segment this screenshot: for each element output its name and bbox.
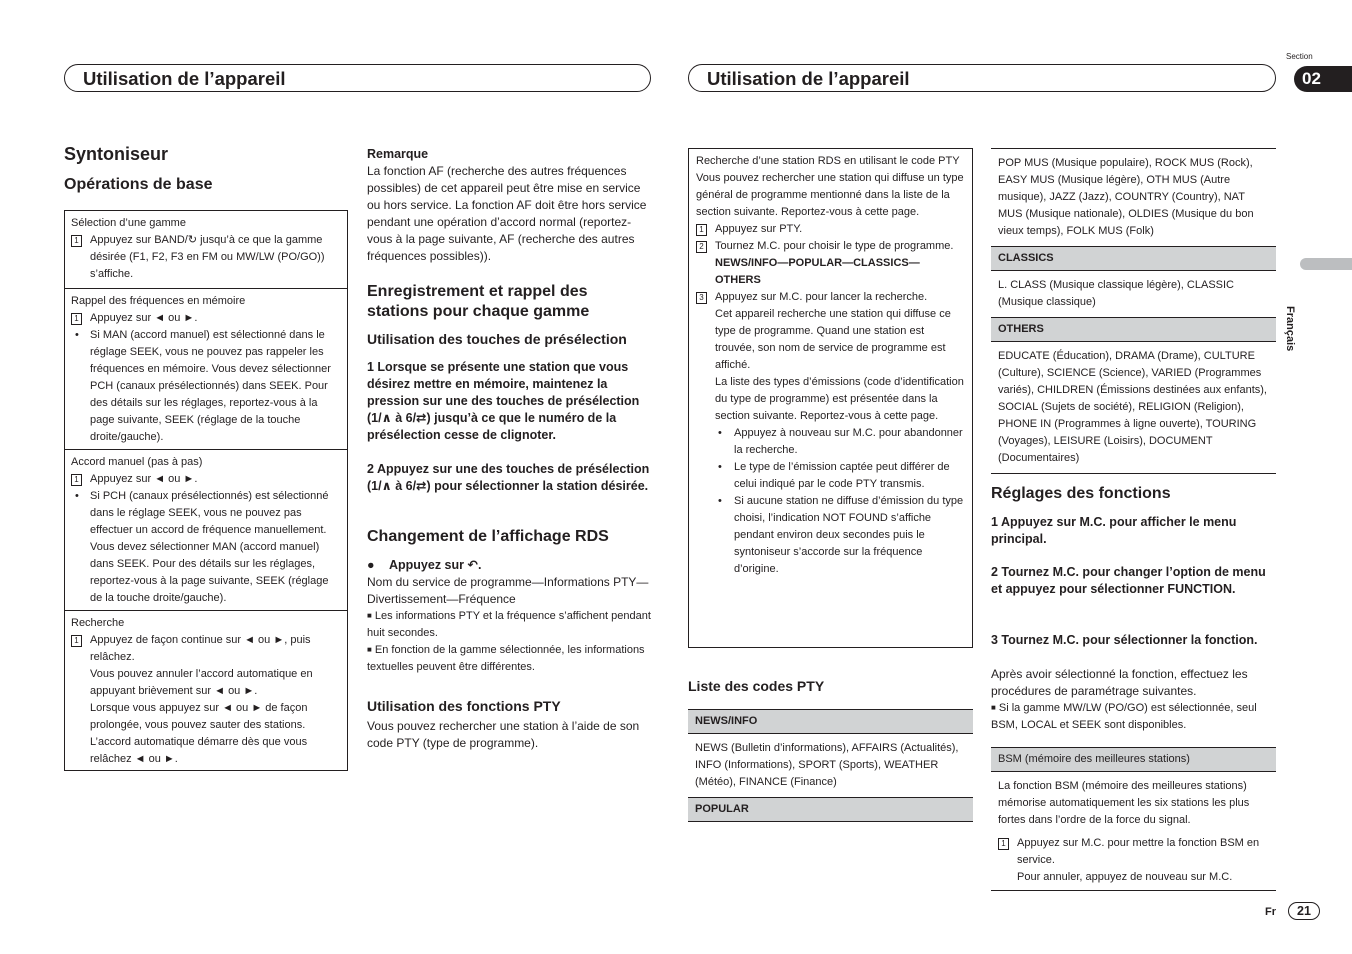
pty-box-intro: Vous pouvez rechercher une station qui diffuse un type général de programme mentionné dans la liste de la section suivante. Reportez-vous à cette page. bbox=[696, 172, 964, 218]
step-number: 1 bbox=[71, 635, 82, 647]
bsm-table-header: BSM (mémoire des meilleures stations) bbox=[991, 747, 1276, 772]
step-number: 3 bbox=[696, 292, 707, 304]
op-box-title: Recherche bbox=[71, 617, 125, 629]
pty-table-header: OTHERS bbox=[991, 317, 1276, 342]
rds-note-2-text: En fonction de la gamme sélectionnée, les informations textuelles peuvent être différentes. bbox=[367, 644, 645, 673]
step-text: Appuyez sur ◄ ou ►. bbox=[90, 473, 198, 485]
left-header-title: Utilisation de l’appareil bbox=[83, 68, 286, 89]
pty-list-title: Liste des codes PTY bbox=[688, 678, 825, 694]
step-text: Appuyez sur BAND/↻ jusqu’à ce que la gamme désirée (F1, F2, F3 en FM ou MW/LW (PO/GO)) s’affiche. bbox=[90, 234, 325, 280]
rds-step bbox=[367, 557, 652, 574]
bullet-line bbox=[71, 327, 341, 446]
step-continuation: Pour annuler, appuyez de nouveau sur M.C. bbox=[1017, 871, 1233, 883]
bullet-text: Le type de l’émission captée peut différer de celui indiqué par le code PTY transmis. bbox=[734, 461, 950, 490]
pty-table-right bbox=[991, 148, 1276, 474]
pty-search-box bbox=[688, 148, 973, 648]
section-label: Section bbox=[1286, 52, 1313, 61]
section-save-heading: Enregistrement et rappel des stations pour chaque gamme bbox=[367, 283, 590, 320]
bsm-description: La fonction BSM (mémoire des meilleures stations) mémorise automatiquement les six stations les plus fortes dans l’ordre de la force du signal. bbox=[998, 780, 1250, 826]
note-marker: ■ bbox=[367, 611, 372, 620]
step-continuation: NEWS/INFO—POPULAR—CLASSICS—OTHERS bbox=[715, 257, 920, 286]
note-marker: ■ bbox=[991, 703, 996, 712]
preset-heading: Utilisation des touches de présélection bbox=[367, 331, 627, 347]
functions-heading: Réglages des fonctions bbox=[991, 485, 1171, 502]
section-number-badge: 02 bbox=[1294, 66, 1352, 92]
step-number: 1 bbox=[998, 838, 1009, 850]
bullet: • bbox=[718, 427, 722, 439]
step-text: Tournez M.C. pour choisir le type de programme. bbox=[715, 240, 954, 252]
step-continuation: Cet appareil recherche une station qui diffuse ce type de programme. Quand une station est trouvée, son nom de service de programme est affiché. bbox=[715, 308, 951, 371]
function-step-2: 2 Tournez M.C. pour changer l’option de menu et appuyez pour sélectionner FUNCTION. bbox=[991, 565, 1266, 596]
step-line bbox=[71, 632, 341, 666]
function-step-3-text: Après avoir sélectionné la fonction, effectuez les procédures de paramétrage suivantes. bbox=[991, 667, 1248, 698]
col1-title: Syntoniseur bbox=[64, 144, 169, 164]
op-box-manual bbox=[65, 449, 347, 610]
function-note-text: Si la gamme MW/LW (PO/GO) est sélectionnée, seul BSM, LOCAL et SEEK sont disponibles. bbox=[991, 702, 1257, 731]
step-line bbox=[71, 471, 341, 488]
pty-table-cell: EDUCATE (Éducation), DRAMA (Drame), CULTURE (Culture), SCIENCE (Science), VARIED (Programmes variés), CHILDREN (Émissions destinées aux enfants), SOCIAL (Sujets de société), RELIGION (Religion), PHONE IN (Programmes à ligne ouverte), TOURING (Voyages), LEISURE (Loisirs), DOCUMENT (Documentaires) bbox=[998, 350, 1267, 464]
function-step-1: 1 Appuyez sur M.C. pour afficher le menu principal. bbox=[991, 515, 1237, 546]
bullet-text: Appuyez à nouveau sur M.C. pour abandonner la recherche. bbox=[734, 427, 963, 456]
footer-language: Fr bbox=[1265, 906, 1276, 918]
function-note bbox=[991, 700, 1276, 734]
remark-text: La fonction AF (recherche des autres fréquences possibles) de cet appareil peut être mise en service ou hors service. La fonction AF doit être hors service pendant une opération d’accord normal (reportez-vous à la page suivante, AF (recherche des autres fréquences possibles)). bbox=[367, 164, 647, 263]
op-box-memory bbox=[65, 288, 347, 449]
bullet: • bbox=[75, 329, 79, 341]
step-text: Appuyez sur M.C. pour mettre la fonction BSM en service. bbox=[1017, 837, 1260, 866]
rds-step-text: Appuyez sur ↶. bbox=[389, 558, 482, 572]
pty-table-header: CLASSICS bbox=[991, 246, 1276, 271]
op-box-title: Rappel des fréquences en mémoire bbox=[71, 295, 246, 307]
step-text: Appuyez sur ◄ ou ►. bbox=[90, 312, 198, 324]
function-step-3: 3 Tournez M.C. pour sélectionner la fonction. bbox=[991, 633, 1258, 647]
operations-table bbox=[64, 210, 348, 771]
rds-note-1-text: Les informations PTY et la fréquence s’affichent pendant huit secondes. bbox=[367, 610, 651, 639]
bullet-line bbox=[696, 459, 965, 493]
rds-heading: Changement de l’affichage RDS bbox=[367, 528, 609, 545]
pty-table-cell: NEWS (Bulletin d’informations), AFFAIRS (Actualités), INFO (Informations), SPORT (Sports), WEATHER (Météo), FINANCE (Finance) bbox=[695, 742, 959, 788]
rds-bullet: ● bbox=[367, 558, 375, 572]
right-header-title: Utilisation de l’appareil bbox=[707, 68, 910, 89]
op-box-title: Sélection d’une gamme bbox=[71, 217, 186, 229]
preset-step-1: 1 Lorsque se présente une station que vous désirez mettre en mémoire, maintenez la pression sur une des touches de présélection (1/∧ à 6/⇄) jusqu’à ce que le numéro de la présélection cesse de clignoter. bbox=[367, 360, 640, 442]
bullet-text: Si aucune station ne diffuse d’émission du type choisi, l’indication NOT FOUND s’affiche pendant environ deux secondes puis le syntoniseur s’accorde sur la fréquence d’origine. bbox=[734, 495, 964, 575]
step-line bbox=[71, 310, 341, 327]
bullet-line bbox=[696, 425, 965, 459]
step-line bbox=[696, 221, 965, 238]
op-box-band bbox=[65, 211, 347, 288]
note-marker: ■ bbox=[367, 645, 372, 654]
step-number: 1 bbox=[696, 224, 707, 236]
pty-table-header: POPULAR bbox=[688, 797, 973, 822]
bullet-text: Si PCH (canaux présélectionnés) est sélectionné dans le réglage SEEK, vous ne pouvez pas effectuer un accord de fréquence manuellement. Vous devez sélectionner MAN (accord manuel) dans SEEK. Pour des détails sur les réglages, reportez-vous à la page suivante, SEEK (réglage de la touche droite/gauche). bbox=[90, 490, 329, 604]
bsm-table bbox=[991, 747, 1276, 891]
bullet: • bbox=[718, 495, 722, 507]
step-continuation: La liste des types d’émissions (code d’identification du type de programme) est présentée dans la section suivante. Reportez-vous à cette page. bbox=[715, 376, 964, 422]
pty-table-header: NEWS/INFO bbox=[688, 709, 973, 734]
step-text: Appuyez sur PTY. bbox=[715, 223, 803, 235]
rds-note-1 bbox=[367, 608, 652, 642]
preset-step-2: 2 Appuyez sur une des touches de présélection (1/∧ à 6/⇄) pour sélectionner la station désirée. bbox=[367, 462, 650, 493]
op-box-search bbox=[65, 610, 347, 770]
bullet: • bbox=[75, 490, 79, 502]
bullet-line bbox=[71, 488, 341, 607]
step-continuation: Vous pouvez annuler l’accord automatique en appuyant brièvement sur ◄ ou ►. bbox=[90, 668, 313, 697]
bullet: • bbox=[718, 461, 722, 473]
right-header-bar bbox=[688, 64, 1276, 92]
bullet-text: Si MAN (accord manuel) est sélectionné dans le réglage SEEK, vous ne pouvez pas rappeler les fréquences en mémoire. Vous devez sélectionner PCH (canaux présélectionnés) dans SEEK. Pour des détails sur les réglages, reportez-vous à la page suivante, SEEK (réglage de la touche droite/gauche). bbox=[90, 329, 331, 443]
pty-heading: Utilisation des fonctions PTY bbox=[367, 698, 561, 714]
pty-table-left bbox=[688, 709, 973, 822]
step-number: 2 bbox=[696, 241, 707, 253]
language-tab bbox=[1300, 258, 1352, 270]
step-continuation: Lorsque vous appuyez sur ◄ ou ► de façon prolongée, vous pouvez sauter des stations. L’accord automatique démarre dès que vous relâchez ◄ ou ►. bbox=[90, 702, 308, 765]
op-box-title: Accord manuel (pas à pas) bbox=[71, 456, 203, 468]
step-number: 1 bbox=[71, 474, 82, 486]
pty-table-cell: L. CLASS (Musique classique légère), CLASSIC (Musique classique) bbox=[998, 279, 1234, 308]
col1-subtitle: Opérations de base bbox=[64, 176, 213, 193]
bullet-line bbox=[696, 493, 965, 578]
rds-note-2 bbox=[367, 642, 652, 676]
step-number: 1 bbox=[71, 235, 82, 247]
page-number: 21 bbox=[1288, 902, 1320, 920]
step-line bbox=[696, 289, 965, 306]
pty-box-title: Recherche d’une station RDS en utilisant le code PTY bbox=[696, 155, 960, 167]
rds-text: Nom du service de programme—Informations PTY—Divertissement—Fréquence bbox=[367, 575, 649, 606]
step-text: Appuyez de façon continue sur ◄ ou ►, puis relâchez. bbox=[90, 634, 311, 663]
step-number: 1 bbox=[71, 313, 82, 325]
language-tab-label: Français bbox=[1284, 306, 1296, 352]
step-line bbox=[71, 232, 341, 283]
pty-text: Vous pouvez rechercher une station à l’aide de son code PTY (type de programme). bbox=[367, 719, 640, 750]
remark-title: Remarque bbox=[367, 147, 429, 161]
left-header-bar bbox=[64, 64, 651, 92]
step-text: Appuyez sur M.C. pour lancer la recherche. bbox=[715, 291, 928, 303]
step-line bbox=[998, 835, 1269, 869]
pty-table-cell: POP MUS (Musique populaire), ROCK MUS (Rock), EASY MUS (Musique légère), OTH MUS (Autre musique), JAZZ (Jazz), COUNTRY (Country), NAT MUS (Musique nationale), OLDIES (Musique du bon vieux temps), FOLK MUS (Folk) bbox=[998, 157, 1254, 237]
step-line bbox=[696, 238, 965, 255]
